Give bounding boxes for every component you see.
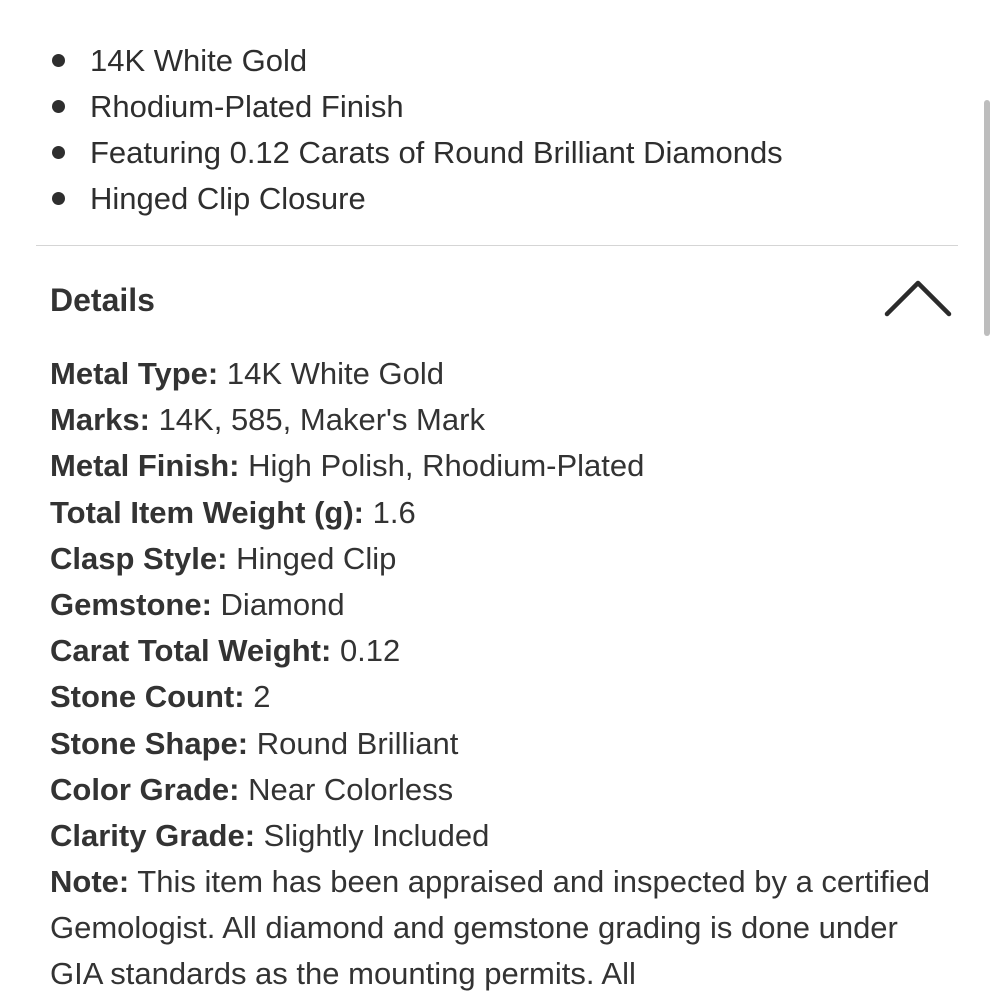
detail-row-stone-shape <box>50 721 980 767</box>
detail-label: Metal Type: <box>50 356 219 391</box>
detail-value: Slightly Included <box>263 817 490 853</box>
details-section-toggle[interactable] <box>36 262 958 338</box>
list-item <box>0 38 783 84</box>
detail-row-gemstone <box>50 582 980 628</box>
detail-value: 1.6 <box>372 494 416 530</box>
detail-label: Gemstone: <box>50 586 212 622</box>
detail-label: Stone Shape: <box>50 725 249 761</box>
detail-row-clasp-style <box>50 536 980 582</box>
note-label: Note: <box>50 864 130 900</box>
detail-value: Round Brilliant <box>256 725 459 761</box>
detail-value: 14K White Gold <box>226 356 444 391</box>
detail-row-total-item-weight <box>50 490 980 536</box>
chevron-up-icon[interactable] <box>884 276 952 318</box>
feature-list <box>0 38 783 222</box>
list-item <box>0 84 783 130</box>
detail-value: 2 <box>253 679 271 715</box>
detail-label: Stone Count: <box>50 679 245 715</box>
feature-text: Hinged Clip Closure <box>90 181 366 216</box>
list-item <box>0 130 783 176</box>
detail-label: Carat Total Weight: <box>50 633 332 669</box>
list-item <box>0 176 783 222</box>
section-divider <box>36 245 958 246</box>
scrollbar-thumb[interactable] <box>984 100 990 336</box>
detail-label: Metal Finish: <box>50 448 240 484</box>
details-title: Details <box>50 282 155 318</box>
bullet-icon <box>52 146 65 159</box>
detail-row-clarity-grade <box>50 813 980 859</box>
feature-text: Rhodium-Plated Finish <box>90 89 404 124</box>
feature-text: 14K White Gold <box>90 43 308 78</box>
detail-value: Near Colorless <box>248 771 454 807</box>
bullet-icon <box>52 192 65 205</box>
detail-label: Color Grade: <box>50 771 240 807</box>
detail-row-color-grade <box>50 767 980 813</box>
detail-value: Diamond <box>220 586 345 622</box>
detail-row-marks <box>50 397 980 443</box>
detail-value: 0.12 <box>339 633 401 669</box>
bullet-icon <box>52 54 65 67</box>
detail-row-carat-total-weight <box>50 628 980 674</box>
detail-value: 14K, 585, Maker's Mark <box>158 402 485 438</box>
detail-note <box>50 859 950 997</box>
feature-text: Featuring 0.12 Carats of Round Brilliant Diamonds <box>90 135 783 170</box>
detail-value: High Polish, Rhodium-Plated <box>248 448 645 484</box>
detail-label: Clasp Style: <box>50 540 228 576</box>
detail-row-metal-finish <box>50 443 980 489</box>
detail-row-metal-type <box>50 351 980 397</box>
detail-row-stone-count <box>50 674 980 720</box>
detail-label: Total Item Weight (g): <box>50 494 364 530</box>
details-list <box>50 351 980 997</box>
detail-label: Clarity Grade: <box>50 817 256 853</box>
bullet-icon <box>52 100 65 113</box>
detail-value: Hinged Clip <box>236 540 397 576</box>
note-text: This item has been appraised and inspected by a certified Gemologist. All diamond and gemstone grading is done under GIA standards as the mounting permits. All <box>50 864 930 992</box>
detail-label: Marks: <box>50 402 150 438</box>
